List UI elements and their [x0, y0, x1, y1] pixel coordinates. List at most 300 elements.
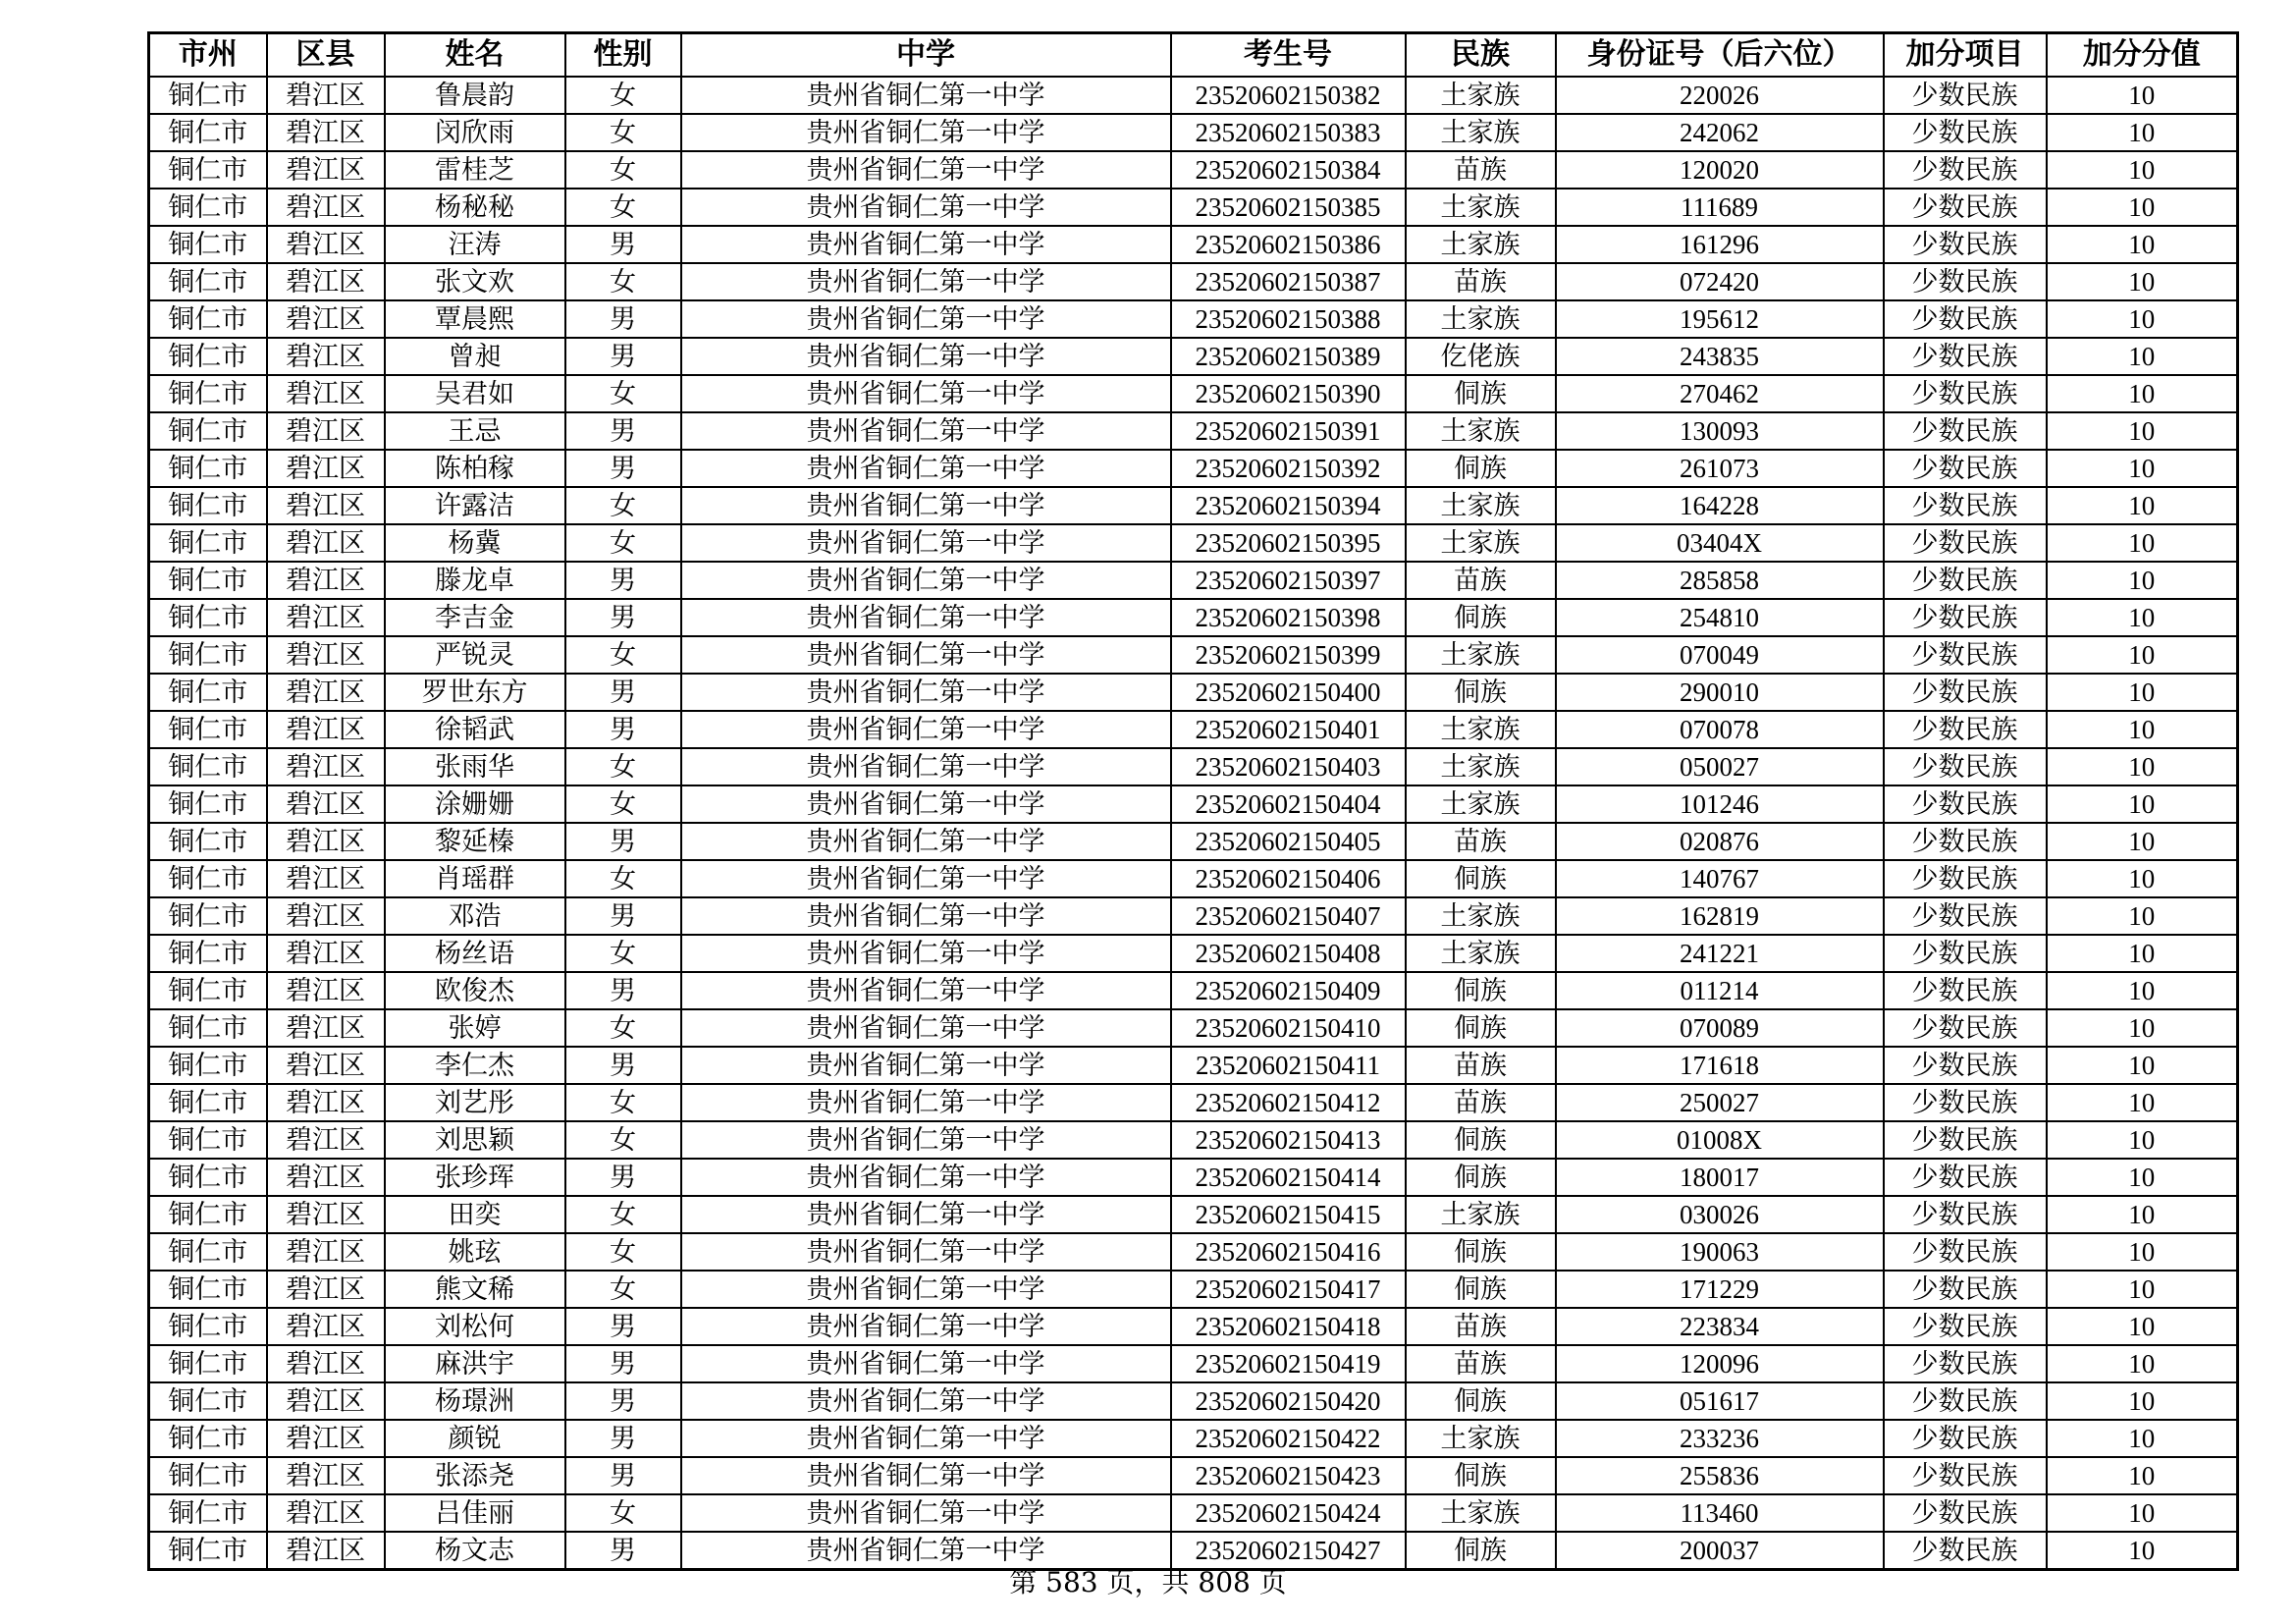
page-footer: [0, 1561, 2296, 1600]
school-cell: 贵州省铜仁第一中学: [681, 1047, 1171, 1084]
school-cell: 贵州省铜仁第一中学: [681, 1382, 1171, 1420]
ethnicity-cell: 苗族: [1406, 1345, 1556, 1382]
name-cell: 杨秘秘: [385, 189, 565, 226]
ethnicity-cell: 土家族: [1406, 524, 1556, 562]
district-cell: 碧江区: [267, 674, 385, 711]
district-cell: 碧江区: [267, 823, 385, 860]
exam-number-cell: 23520602150399: [1171, 636, 1406, 674]
exam-number-cell: 23520602150415: [1171, 1196, 1406, 1233]
bonus-points-table: [147, 31, 2239, 1571]
bonus-value-cell: 10: [2047, 674, 2238, 711]
table-row: [149, 1121, 2238, 1159]
gender-cell: 女: [565, 1084, 681, 1121]
table-row: [149, 189, 2238, 226]
table-row: [149, 1271, 2238, 1308]
name-cell: 曾昶: [385, 338, 565, 375]
table-row: [149, 375, 2238, 412]
school-cell: 贵州省铜仁第一中学: [681, 1494, 1171, 1532]
school-cell: 贵州省铜仁第一中学: [681, 860, 1171, 897]
bonus-value-cell: 10: [2047, 1009, 2238, 1047]
table-row: [149, 151, 2238, 189]
district-cell: 碧江区: [267, 1457, 385, 1494]
table-row: [149, 1308, 2238, 1345]
gender-cell: 男: [565, 1308, 681, 1345]
school-cell: 贵州省铜仁第一中学: [681, 1009, 1171, 1047]
ethnicity-cell: 土家族: [1406, 785, 1556, 823]
ethnicity-cell: 土家族: [1406, 1494, 1556, 1532]
id-suffix-cell: 070049: [1556, 636, 1884, 674]
exam-number-cell: 23520602150382: [1171, 77, 1406, 114]
name-cell: 严锐灵: [385, 636, 565, 674]
city-cell: 铜仁市: [149, 114, 267, 151]
bonus-item-cell: 少数民族: [1884, 1196, 2047, 1233]
school-cell: 贵州省铜仁第一中学: [681, 599, 1171, 636]
bonus-item-cell: 少数民族: [1884, 524, 2047, 562]
bonus-item-cell: 少数民族: [1884, 114, 2047, 151]
bonus-value-cell: 10: [2047, 935, 2238, 972]
gender-cell: 女: [565, 1121, 681, 1159]
name-cell: 杨丝语: [385, 935, 565, 972]
school-cell: 贵州省铜仁第一中学: [681, 972, 1171, 1009]
gender-cell: 男: [565, 1159, 681, 1196]
ethnicity-cell: 侗族: [1406, 972, 1556, 1009]
name-cell: 邓浩: [385, 897, 565, 935]
city-cell: 铜仁市: [149, 524, 267, 562]
name-cell: 李吉金: [385, 599, 565, 636]
bonus-value-cell: 10: [2047, 785, 2238, 823]
city-cell: 铜仁市: [149, 785, 267, 823]
city-cell: 铜仁市: [149, 375, 267, 412]
city-cell: 铜仁市: [149, 450, 267, 487]
id-suffix-cell: 161296: [1556, 226, 1884, 263]
page-number-text: 第 583 页，共 808 页: [1009, 1566, 1287, 1598]
district-cell: 碧江区: [267, 77, 385, 114]
district-cell: 碧江区: [267, 1159, 385, 1196]
name-header: 姓名: [385, 33, 565, 78]
bonus-item-cell: 少数民族: [1884, 636, 2047, 674]
exam-number-cell: 23520602150385: [1171, 189, 1406, 226]
ethnicity-cell: 侗族: [1406, 375, 1556, 412]
exam-number-cell: 23520602150414: [1171, 1159, 1406, 1196]
district-header: 区县: [267, 33, 385, 78]
school-cell: 贵州省铜仁第一中学: [681, 151, 1171, 189]
city-cell: 铜仁市: [149, 972, 267, 1009]
bonus-value-cell: 10: [2047, 1420, 2238, 1457]
school-cell: 贵州省铜仁第一中学: [681, 1457, 1171, 1494]
city-cell: 铜仁市: [149, 1009, 267, 1047]
bonus-item-cell: 少数民族: [1884, 1532, 2047, 1570]
ethnicity-cell: 土家族: [1406, 77, 1556, 114]
bonus-value-cell: 10: [2047, 114, 2238, 151]
exam-number-cell: 23520602150408: [1171, 935, 1406, 972]
gender-cell: 女: [565, 1494, 681, 1532]
name-cell: 闵欣雨: [385, 114, 565, 151]
district-cell: 碧江区: [267, 226, 385, 263]
ethnicity-cell: 侗族: [1406, 1233, 1556, 1271]
city-cell: 铜仁市: [149, 1047, 267, 1084]
bonus-value-cell: 10: [2047, 1457, 2238, 1494]
id-suffix-cell: 164228: [1556, 487, 1884, 524]
bonus-item-cell: 少数民族: [1884, 711, 2047, 748]
id-suffix-cell: 261073: [1556, 450, 1884, 487]
id-suffix-cell: 200037: [1556, 1532, 1884, 1570]
bonus-item-cell: 少数民族: [1884, 450, 2047, 487]
exam-number-cell: 23520602150401: [1171, 711, 1406, 748]
city-cell: 铜仁市: [149, 189, 267, 226]
table-row: [149, 524, 2238, 562]
id-suffix-cell: 050027: [1556, 748, 1884, 785]
exam-number-cell: 23520602150400: [1171, 674, 1406, 711]
city-cell: 铜仁市: [149, 1382, 267, 1420]
bonus-item-cell: 少数民族: [1884, 1271, 2047, 1308]
name-cell: 杨文志: [385, 1532, 565, 1570]
city-cell: 铜仁市: [149, 599, 267, 636]
gender-cell: 女: [565, 785, 681, 823]
bonus-item-cell: 少数民族: [1884, 263, 2047, 300]
name-cell: 姚玹: [385, 1233, 565, 1271]
district-cell: 碧江区: [267, 114, 385, 151]
exam-number-cell: 23520602150423: [1171, 1457, 1406, 1494]
gender-cell: 女: [565, 636, 681, 674]
district-cell: 碧江区: [267, 711, 385, 748]
gender-cell: 男: [565, 338, 681, 375]
id-suffix-cell: 051617: [1556, 1382, 1884, 1420]
bonus-item-cell: 少数民族: [1884, 562, 2047, 599]
school-cell: 贵州省铜仁第一中学: [681, 450, 1171, 487]
document-sheet: [147, 31, 2236, 1571]
gender-cell: 女: [565, 189, 681, 226]
district-cell: 碧江区: [267, 1084, 385, 1121]
ethnicity-cell: 土家族: [1406, 897, 1556, 935]
ethnicity-cell: 土家族: [1406, 226, 1556, 263]
city-cell: 铜仁市: [149, 1196, 267, 1233]
name-cell: 麻洪宇: [385, 1345, 565, 1382]
city-cell: 铜仁市: [149, 1420, 267, 1457]
school-cell: 贵州省铜仁第一中学: [681, 935, 1171, 972]
bonus-value-cell: 10: [2047, 1121, 2238, 1159]
gender-cell: 男: [565, 562, 681, 599]
exam-number-cell: 23520602150409: [1171, 972, 1406, 1009]
name-cell: 陈柏稼: [385, 450, 565, 487]
bonus-item-cell: 少数民族: [1884, 823, 2047, 860]
bonus-item-cell: 少数民族: [1884, 674, 2047, 711]
district-cell: 碧江区: [267, 897, 385, 935]
exam-number-cell: 23520602150403: [1171, 748, 1406, 785]
id-suffix-cell: 180017: [1556, 1159, 1884, 1196]
bonus-item-cell: 少数民族: [1884, 338, 2047, 375]
bonus-item-cell: 少数民族: [1884, 1494, 2047, 1532]
school-cell: 贵州省铜仁第一中学: [681, 300, 1171, 338]
id-suffix-cell: 255836: [1556, 1457, 1884, 1494]
bonus-value-cell: 10: [2047, 1532, 2238, 1570]
city-cell: 铜仁市: [149, 1159, 267, 1196]
table-row: [149, 77, 2238, 114]
gender-header: 性别: [565, 33, 681, 78]
school-header: 中学: [681, 33, 1171, 78]
bonus-item-cell: 少数民族: [1884, 1009, 2047, 1047]
table-row: [149, 599, 2238, 636]
district-cell: 碧江区: [267, 300, 385, 338]
gender-cell: 女: [565, 1233, 681, 1271]
school-cell: 贵州省铜仁第一中学: [681, 711, 1171, 748]
bonus-value-cell: 10: [2047, 189, 2238, 226]
bonus-value-cell: 10: [2047, 897, 2238, 935]
gender-cell: 男: [565, 412, 681, 450]
ethnicity-cell: 侗族: [1406, 1457, 1556, 1494]
gender-cell: 女: [565, 1009, 681, 1047]
exam-number-header: 考生号: [1171, 33, 1406, 78]
district-cell: 碧江区: [267, 1121, 385, 1159]
ethnicity-cell: 苗族: [1406, 151, 1556, 189]
bonus-value-cell: 10: [2047, 748, 2238, 785]
district-cell: 碧江区: [267, 935, 385, 972]
table-row: [149, 562, 2238, 599]
table-header-row: [149, 33, 2238, 78]
gender-cell: 女: [565, 935, 681, 972]
bonus-value-cell: 10: [2047, 226, 2238, 263]
gender-cell: 男: [565, 897, 681, 935]
name-cell: 罗世东方: [385, 674, 565, 711]
ethnicity-cell: 土家族: [1406, 1196, 1556, 1233]
table-row: [149, 1494, 2238, 1532]
district-cell: 碧江区: [267, 375, 385, 412]
table-row: [149, 263, 2238, 300]
school-cell: 贵州省铜仁第一中学: [681, 338, 1171, 375]
bonus-value-cell: 10: [2047, 711, 2238, 748]
bonus-item-cell: 少数民族: [1884, 151, 2047, 189]
name-cell: 刘松何: [385, 1308, 565, 1345]
table-row: [149, 1233, 2238, 1271]
city-cell: 铜仁市: [149, 711, 267, 748]
city-cell: 铜仁市: [149, 412, 267, 450]
table-row: [149, 1196, 2238, 1233]
district-cell: 碧江区: [267, 1532, 385, 1570]
city-cell: 铜仁市: [149, 487, 267, 524]
city-cell: 铜仁市: [149, 823, 267, 860]
id-suffix-cell: 220026: [1556, 77, 1884, 114]
district-cell: 碧江区: [267, 972, 385, 1009]
ethnicity-cell: 苗族: [1406, 562, 1556, 599]
school-cell: 贵州省铜仁第一中学: [681, 263, 1171, 300]
city-cell: 铜仁市: [149, 935, 267, 972]
table-row: [149, 711, 2238, 748]
bonus-item-cell: 少数民族: [1884, 412, 2047, 450]
id-suffix-cell: 241221: [1556, 935, 1884, 972]
id-suffix-cell: 243835: [1556, 338, 1884, 375]
bonus-item-cell: 少数民族: [1884, 1308, 2047, 1345]
name-cell: 汪涛: [385, 226, 565, 263]
gender-cell: 男: [565, 300, 681, 338]
id-suffix-cell: 01008X: [1556, 1121, 1884, 1159]
bonus-item-cell: 少数民族: [1884, 487, 2047, 524]
table-row: [149, 897, 2238, 935]
school-cell: 贵州省铜仁第一中学: [681, 1159, 1171, 1196]
bonus-item-cell: 少数民族: [1884, 1345, 2047, 1382]
id-suffix-cell: 190063: [1556, 1233, 1884, 1271]
id-suffix-cell: 011214: [1556, 972, 1884, 1009]
bonus-item-cell: 少数民族: [1884, 972, 2047, 1009]
bonus-item-header: 加分项目: [1884, 33, 2047, 78]
school-cell: 贵州省铜仁第一中学: [681, 226, 1171, 263]
exam-number-cell: 23520602150413: [1171, 1121, 1406, 1159]
bonus-item-cell: 少数民族: [1884, 1420, 2047, 1457]
bonus-value-cell: 10: [2047, 1345, 2238, 1382]
name-cell: 徐韬武: [385, 711, 565, 748]
bonus-value-cell: 10: [2047, 450, 2238, 487]
name-cell: 涂姗姗: [385, 785, 565, 823]
gender-cell: 女: [565, 1196, 681, 1233]
exam-number-cell: 23520602150424: [1171, 1494, 1406, 1532]
id-suffix-cell: 070089: [1556, 1009, 1884, 1047]
bonus-value-cell: 10: [2047, 1196, 2238, 1233]
exam-number-cell: 23520602150386: [1171, 226, 1406, 263]
name-cell: 吴君如: [385, 375, 565, 412]
ethnicity-cell: 侗族: [1406, 1121, 1556, 1159]
gender-cell: 女: [565, 748, 681, 785]
bonus-item-cell: 少数民族: [1884, 897, 2047, 935]
exam-number-cell: 23520602150411: [1171, 1047, 1406, 1084]
bonus-value-cell: 10: [2047, 599, 2238, 636]
table-row: [149, 748, 2238, 785]
exam-number-cell: 23520602150404: [1171, 785, 1406, 823]
name-cell: 覃晨熙: [385, 300, 565, 338]
exam-number-cell: 23520602150389: [1171, 338, 1406, 375]
ethnicity-cell: 土家族: [1406, 189, 1556, 226]
school-cell: 贵州省铜仁第一中学: [681, 412, 1171, 450]
city-cell: 铜仁市: [149, 263, 267, 300]
bonus-value-cell: 10: [2047, 1382, 2238, 1420]
table-row: [149, 823, 2238, 860]
bonus-value-cell: 10: [2047, 338, 2238, 375]
name-cell: 王忌: [385, 412, 565, 450]
district-cell: 碧江区: [267, 1196, 385, 1233]
exam-number-cell: 23520602150410: [1171, 1009, 1406, 1047]
school-cell: 贵州省铜仁第一中学: [681, 823, 1171, 860]
bonus-value-cell: 10: [2047, 1233, 2238, 1271]
exam-number-cell: 23520602150427: [1171, 1532, 1406, 1570]
ethnicity-cell: 土家族: [1406, 711, 1556, 748]
exam-number-cell: 23520602150387: [1171, 263, 1406, 300]
table-row: [149, 1420, 2238, 1457]
table-row: [149, 487, 2238, 524]
id-suffix-cell: 020876: [1556, 823, 1884, 860]
bonus-value-cell: 10: [2047, 487, 2238, 524]
table-row: [149, 935, 2238, 972]
bonus-item-cell: 少数民族: [1884, 1047, 2047, 1084]
table-row: [149, 860, 2238, 897]
exam-number-cell: 23520602150391: [1171, 412, 1406, 450]
table-row: [149, 1084, 2238, 1121]
gender-cell: 男: [565, 1382, 681, 1420]
id-suffix-cell: 171618: [1556, 1047, 1884, 1084]
exam-number-cell: 23520602150418: [1171, 1308, 1406, 1345]
city-cell: 铜仁市: [149, 897, 267, 935]
gender-cell: 男: [565, 226, 681, 263]
bonus-value-cell: 10: [2047, 972, 2238, 1009]
district-cell: 碧江区: [267, 748, 385, 785]
id-suffix-cell: 270462: [1556, 375, 1884, 412]
id-suffix-cell: 290010: [1556, 674, 1884, 711]
exam-number-cell: 23520602150420: [1171, 1382, 1406, 1420]
bonus-value-cell: 10: [2047, 1084, 2238, 1121]
gender-cell: 男: [565, 599, 681, 636]
district-cell: 碧江区: [267, 860, 385, 897]
bonus-item-cell: 少数民族: [1884, 748, 2047, 785]
school-cell: 贵州省铜仁第一中学: [681, 1532, 1171, 1570]
ethnicity-cell: 侗族: [1406, 450, 1556, 487]
school-cell: 贵州省铜仁第一中学: [681, 1196, 1171, 1233]
table-row: [149, 1047, 2238, 1084]
bonus-item-cell: 少数民族: [1884, 77, 2047, 114]
district-cell: 碧江区: [267, 1047, 385, 1084]
ethnicity-cell: 侗族: [1406, 674, 1556, 711]
id-suffix-cell: 254810: [1556, 599, 1884, 636]
ethnicity-cell: 苗族: [1406, 1047, 1556, 1084]
name-cell: 刘思颖: [385, 1121, 565, 1159]
table-row: [149, 450, 2238, 487]
id-suffix-cell: 250027: [1556, 1084, 1884, 1121]
gender-cell: 男: [565, 711, 681, 748]
bonus-item-cell: 少数民族: [1884, 1121, 2047, 1159]
bonus-value-cell: 10: [2047, 636, 2238, 674]
id-suffix-cell: 140767: [1556, 860, 1884, 897]
id-suffix-cell: 03404X: [1556, 524, 1884, 562]
exam-number-cell: 23520602150419: [1171, 1345, 1406, 1382]
city-cell: 铜仁市: [149, 636, 267, 674]
ethnicity-header: 民族: [1406, 33, 1556, 78]
school-cell: 贵州省铜仁第一中学: [681, 114, 1171, 151]
ethnicity-cell: 侗族: [1406, 599, 1556, 636]
district-cell: 碧江区: [267, 338, 385, 375]
gender-cell: 女: [565, 151, 681, 189]
city-cell: 铜仁市: [149, 1084, 267, 1121]
district-cell: 碧江区: [267, 1382, 385, 1420]
name-cell: 鲁晨韵: [385, 77, 565, 114]
ethnicity-cell: 侗族: [1406, 1382, 1556, 1420]
id-suffix-cell: 101246: [1556, 785, 1884, 823]
district-cell: 碧江区: [267, 636, 385, 674]
bonus-value-cell: 10: [2047, 1308, 2238, 1345]
name-cell: 黎延榛: [385, 823, 565, 860]
district-cell: 碧江区: [267, 263, 385, 300]
school-cell: 贵州省铜仁第一中学: [681, 748, 1171, 785]
gender-cell: 女: [565, 77, 681, 114]
school-cell: 贵州省铜仁第一中学: [681, 1345, 1171, 1382]
bonus-item-cell: 少数民族: [1884, 375, 2047, 412]
name-cell: 吕佳丽: [385, 1494, 565, 1532]
bonus-item-cell: 少数民族: [1884, 189, 2047, 226]
name-cell: 许露洁: [385, 487, 565, 524]
city-cell: 铜仁市: [149, 1233, 267, 1271]
city-cell: 铜仁市: [149, 1121, 267, 1159]
district-cell: 碧江区: [267, 412, 385, 450]
table-row: [149, 412, 2238, 450]
name-cell: 刘艺彤: [385, 1084, 565, 1121]
district-cell: 碧江区: [267, 151, 385, 189]
exam-number-cell: 23520602150405: [1171, 823, 1406, 860]
district-cell: 碧江区: [267, 450, 385, 487]
name-cell: 张珍珲: [385, 1159, 565, 1196]
ethnicity-cell: 土家族: [1406, 300, 1556, 338]
gender-cell: 女: [565, 114, 681, 151]
table-row: [149, 972, 2238, 1009]
table-row: [149, 1457, 2238, 1494]
school-cell: 贵州省铜仁第一中学: [681, 487, 1171, 524]
district-cell: 碧江区: [267, 1494, 385, 1532]
table-row: [149, 1159, 2238, 1196]
id-suffix-cell: 120020: [1556, 151, 1884, 189]
ethnicity-cell: 侗族: [1406, 1009, 1556, 1047]
